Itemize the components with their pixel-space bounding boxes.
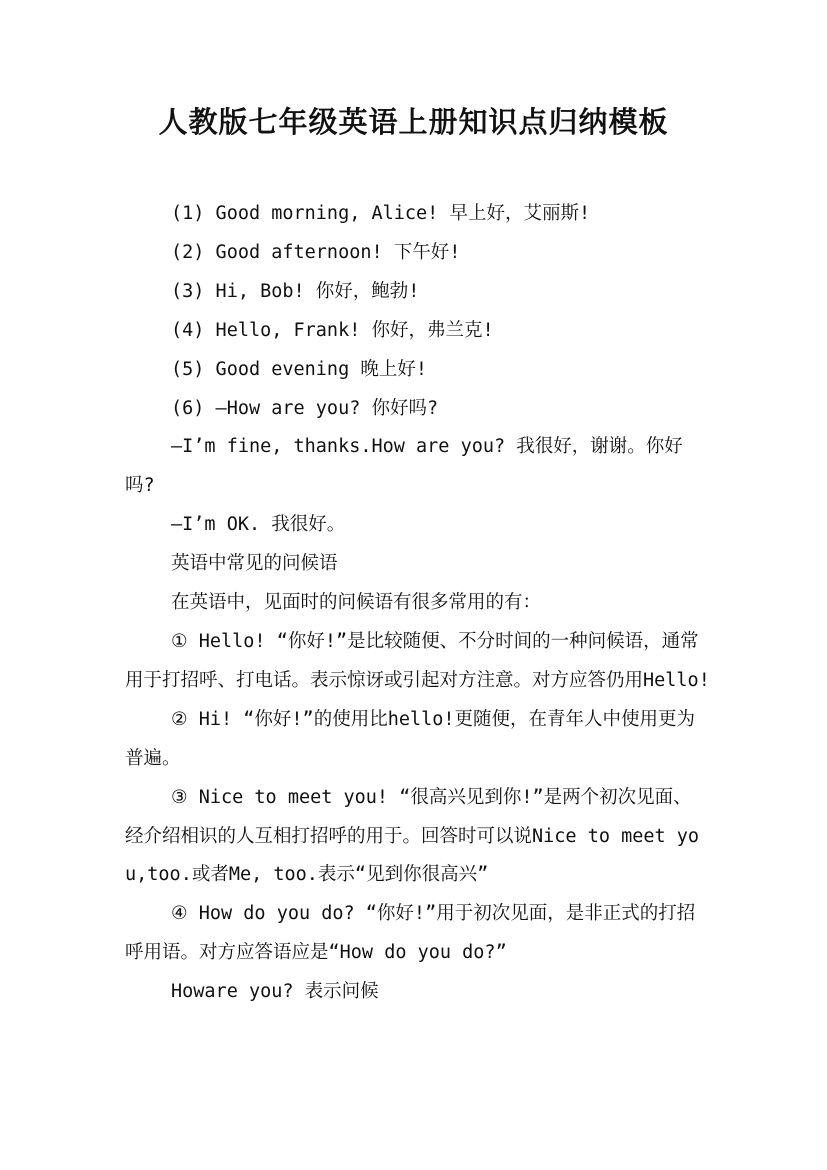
paragraph-greeting-3: (3) Hi, Bob! 你好，鲍勃! [171,280,420,302]
paragraph-nice-to-meet: ③ Nice to meet you! “很高兴见到你!”是两个初次见面、经介绍相识的人互相打招呼的用于。回答时可以说Nice to meet you,too.或者Me, too.表示“见到你很高兴” [125,786,700,886]
paragraph-reply-fine: —I’m fine, thanks.How are you? 我很好，谢谢。你好吗? [125,436,683,497]
paragraph-greeting-4: (4) Hello, Frank! 你好，弗兰克! [171,319,494,341]
paragraph-reply-ok: —I’m OK. 我很好。 [171,514,346,536]
section-heading: 英语中常见的问候语 [171,553,338,575]
paragraph-greeting-2: (2) Good afternoon! 下午好! [171,241,461,263]
paragraph-greeting-5: (5) Good evening 晚上好! [171,358,427,380]
paragraph-intro: 在英语中，见面时的问候语有很多常用的有： [171,592,542,614]
document-body [125,195,710,1012]
document-title: 人教版七年级英语上册知识点归纳模板 [158,105,669,139]
paragraph-how-do-you-do: ④ How do you do? “你好!”用于初次见面，是非正式的打招呼用语。对方应答语应是“How do you do?” [125,903,696,964]
paragraph-hi: ② Hi! “你好!”的使用比hello!更随便，在青年人中使用更为普遍。 [125,708,696,769]
paragraph-hello: ① Hello! “你好!”是比较随便、不分时间的一种问候语，通常用于打招呼、打电话。表示惊讶或引起对方注意。对方应答仍用Hello! [125,630,710,691]
paragraph-how-are-you: Howare you? 表示问候 [171,981,379,1003]
paragraph-greeting-6: (6) —How are you? 你好吗? [171,397,439,419]
paragraph-greeting-1: (1) Good morning, Alice! 早上好，艾丽斯! [171,203,591,224]
